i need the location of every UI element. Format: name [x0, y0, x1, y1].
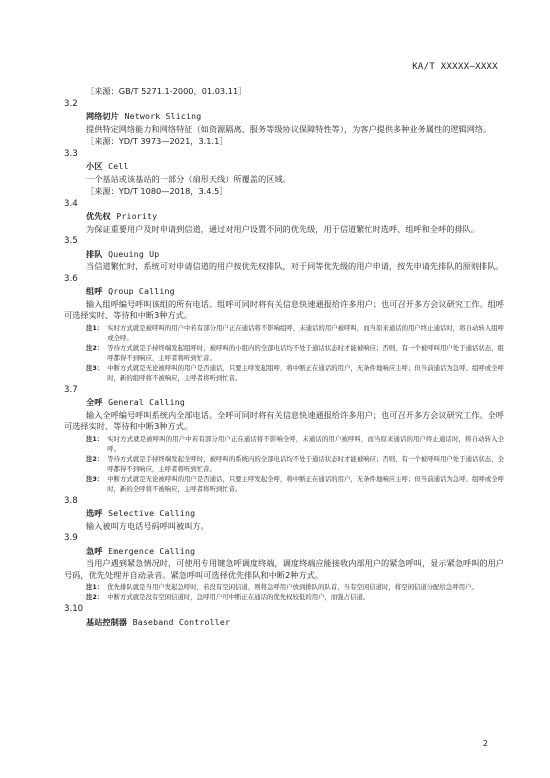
term-heading [64, 249, 504, 261]
document-body [64, 85, 504, 629]
term-heading [64, 397, 504, 409]
clause-number: 3.10 [64, 604, 84, 614]
term-heading [64, 111, 504, 123]
term-heading [64, 286, 504, 298]
source-citation: ［来源：YD/T 3973—2021，3.1.1］ [86, 136, 228, 146]
clause-number: 3.9 [64, 533, 78, 543]
clause-number: 3.3 [64, 148, 78, 159]
note-text: 优先排队就是当用户发起急呼时，若没有空闲信道，则将急呼用户放到排队的队首，当有空闲信道时，将空闲信道分配给急呼用户。 [107, 583, 478, 591]
term-chinese: 排队 [86, 248, 103, 259]
term-entry [64, 604, 504, 628]
term-chinese: 选呼 [86, 508, 103, 518]
term-definition: 一个基站或该基站的一部分（扇形天线）所覆盖的区域。 [86, 173, 291, 184]
term-chinese: 优先权 [86, 211, 111, 221]
term-heading [64, 508, 504, 520]
term-entry [64, 236, 504, 273]
term-entry [64, 149, 504, 198]
term-heading [64, 546, 504, 558]
term-definition: 当信道繁忙时，系统可对申请信道的用户按优先权排队，对于同等优先级的用户申请，按先申请先排队的原则排队。 [86, 261, 504, 271]
source-citation: ［来源：GB/T 5271.1-2000，01.03.11］ [86, 86, 247, 96]
term-english: Network Slicing [124, 111, 202, 121]
note-item [86, 582, 504, 592]
notes-list [64, 434, 504, 494]
term-heading [64, 617, 504, 629]
clause-number: 3.2 [64, 98, 78, 109]
term-english: Queuing Up [108, 248, 160, 259]
term-definition: 提供特定网络能力和网络特征（如资源隔离、服务等级协议保障特性等），为客户提供多种业务属性的逻辑网络。 [86, 123, 492, 134]
note-item [86, 343, 504, 363]
term-english: Cell [108, 161, 129, 171]
term-definition: 输入组呼编号呼叫该组的所有电话。组呼可同时将有关信息快速通报给许多用户；也可召开多方会议研究工作。组呼可选择实时、等待和中断3种方式。 [64, 298, 504, 320]
note-label: 注3： [86, 363, 104, 372]
page-number: 2 [482, 739, 488, 748]
notes-list [64, 582, 504, 602]
term-heading [64, 211, 504, 223]
note-label: 注1： [86, 583, 104, 591]
note-text: 实时方式就是被呼叫的用户中若有部分用户正在通话将不影响组呼，未通话的用户被呼叫，而当原来通话的用户终止通话时，将自动转入组呼或全呼。 [107, 323, 504, 342]
term-entry [64, 274, 504, 383]
term-definition: 当用户遇到紧急情况时，可使用专用键急呼调度终端，调度终端应能接收内部用户的紧急呼叫，显示紧急呼叫的用户号码，优先处理并自动录音。紧急呼叫可选择优先排队和中断2种方式。 [64, 558, 504, 580]
term-english: Selective Calling [108, 508, 196, 518]
term-chinese: 网络切片 [86, 111, 119, 121]
term-chinese: 急呼 [86, 545, 103, 556]
clause-number: 3.4 [64, 198, 78, 209]
clause-number: 3.5 [64, 236, 78, 246]
note-item [86, 474, 504, 494]
note-label: 注1： [86, 434, 104, 443]
term-chinese: 小区 [86, 161, 103, 171]
notes-list [64, 323, 504, 383]
term-english: Baseband Controller [132, 616, 231, 627]
note-item [86, 592, 504, 602]
note-text: 实时方式就是被呼叫的用户中若有部分用户正在通话将不影响全呼，未通话的用户被呼叫，而当原来通话的用户终止通话时，将自动转入全呼。 [107, 434, 504, 453]
term-definition: 输入全呼编号呼叫系统内全部电话。全呼可同时将有关信息快速通报给许多用户；也可召开多方会议研究工作。全呼可选择实时、等待和中断3种方式。 [64, 409, 504, 431]
clause-number: 3.8 [64, 495, 78, 506]
note-label: 注3： [86, 474, 104, 483]
term-heading [64, 161, 504, 173]
term-english: Qroup Calling [108, 286, 175, 296]
note-item [86, 454, 504, 474]
term-entry [64, 496, 504, 533]
note-item [86, 363, 504, 383]
clause-number: 3.7 [64, 384, 78, 395]
term-definition: 输入被叫方电话号码呼叫被叫方。 [86, 520, 209, 531]
term-chinese: 基站控制器 [86, 616, 127, 627]
term-chinese: 全呼 [86, 397, 103, 407]
document-code: KA/T XXXXX—XXXX [412, 62, 498, 72]
clause-number: 3.6 [64, 273, 78, 284]
term-english: Emergence Calling [108, 545, 196, 556]
note-label: 注2： [86, 343, 104, 352]
term-entry [64, 533, 504, 602]
term-english: General Calling [108, 397, 186, 407]
note-text: 中断方式就是没有空闲信道时，急呼用户可中断正在通话的优先权较低的用户，而强占信道。 [107, 593, 370, 601]
note-label: 注1： [86, 323, 104, 332]
note-item [86, 323, 504, 343]
term-definition: 为保证重要用户及时申请到信道，通过对用户设置不同的优先级，用于信道繁忙时选呼、组呼和全呼的排队。 [86, 223, 480, 234]
term-entry [64, 385, 504, 494]
source-citation: ［来源：YD/T 1080—2018，3.4.5］ [86, 186, 228, 196]
term-entry [64, 199, 504, 236]
note-text: 等待方式就是手持终端发起全呼时，被呼叫的系统内的全部电话均不处于通话状态时才能被响应；否则，有一个被呼叫用户处于通话状态，全呼都得不到响应，主呼者将听到忙音。 [107, 454, 504, 473]
note-text: 中断方式就是无论被呼叫的用户是否通话，只要主呼发起全呼，将中断正在通话的用户，无条件地响应主呼；但当前通话为急呼、组呼或全呼时，新的全呼将不被响应，主呼者将听到忙音。 [107, 474, 504, 493]
note-text: 等待方式就是手持终端发起组呼时，被呼叫的小组内的全部电话均不处于通话状态时才能被响应；否则，有一个被呼叫用户处于通话状态，组呼都得不到响应，主呼者将听到忙音。 [107, 343, 504, 362]
term-entry [64, 86, 504, 98]
term-english: Priority [116, 211, 158, 221]
note-item [86, 434, 504, 454]
note-label: 注2： [86, 593, 104, 601]
term-chinese: 组呼 [86, 286, 103, 296]
term-entry [64, 99, 504, 148]
note-label: 注2： [86, 454, 104, 463]
note-text: 中断方式就是无论被呼叫的用户是否通话，只要主呼发起组呼，将中断正在通话的用户，无条件地响应主呼；但当前通话为急呼、组呼或全呼时，新的组呼将不被响应，主呼者将听到忙音。 [107, 363, 504, 382]
